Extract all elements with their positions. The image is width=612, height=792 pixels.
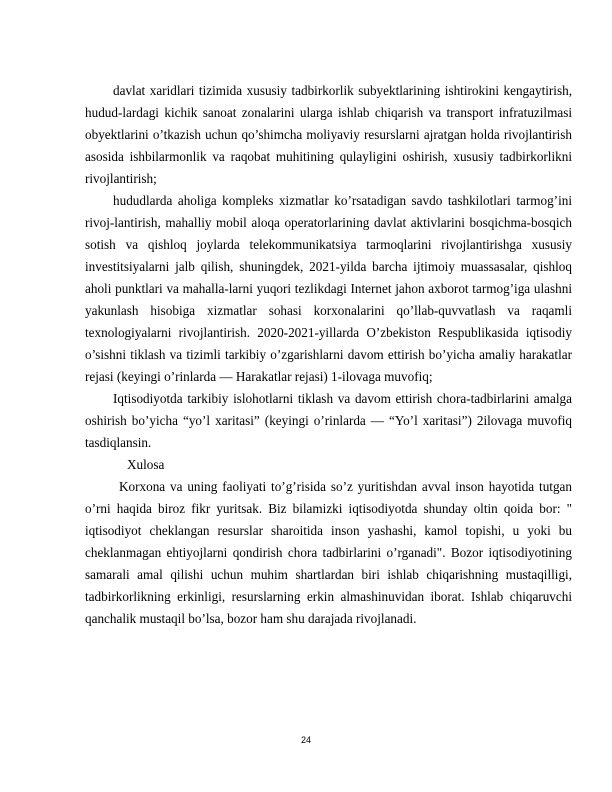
paragraph-regional-services: hududlarda aholiga kompleks xizmatlar ko’rsatadigan savdo tashkilotlari tarmog’ini rivoj-lantirish, mahalliy mobil aloqa operatorlarining davlat aktivlarini bosqichma-bosqich sotish va qishloq joylarda telekommunikatsiya tarmoqlarini rivojlantirishga xususiy investitsiyalarni jalb qilish, shuningdek, 2021-yilda barcha ijtimoiy muassasalar, qishloq aholi punktlari va mahalla-larni yuqori tezlikdagi Internet jahon axborot tarmog’iga ulashni yakunlash hisobiga xizmatlar sohasi korxonalarini qo’llab-quvvatlash va raqamli texnologiyalarni rivojlantirish. 2020-2021-yillarda O’zbekiston Respublikasida iqtisodiy o’sishni tiklash va tizimli tarkibiy o’zgarishlarni davom ettirish bo’yicha amaliy harakatlar rejasi (keyingi o’rinlarda — Harakatlar rejasi) 1-ilovaga muvofiq;: [85, 193, 572, 384]
paragraph-conclusion: Korxona va uning faoliyati to’g’risida so’z yuritishdan avval inson hayotida tutgan o’rni haqida biroz fikr yuritsak. Biz bilamizki iqtisodiyotda shunday oltin qoida bor: " iqtisodiyot cheklangan resurslar sharoitida inson yashashi, kamol topishi, u yoki bu cheklanmagan ehtiyojlarni qondirish chora tadbirlarini o’rganadi". Bozor iqtisodiyotining samarali amal qilishi uchun muhim shartlardan biri ishlab chiqarishning mustaqilligi, tadbirkorlikning erkinligi, resurslarning erkin almashinuvidan iborat. Ishlab chiqaruvchi qanchalik mustaqil bo’lsa, bozor ham shu darajada rivojlanadi.: [85, 479, 572, 626]
page-number: 24: [300, 735, 311, 745]
section-heading-conclusion: Xulosa: [127, 457, 165, 472]
paragraph-state-procurement: davlat xaridlari tizimida xususiy tadbirkorlik subyektlarining ishtirokini kengaytirish, hudud-lardagi kichik sanoat zonalarini ularga ishlab chiqarish va transport infratuzilmasi obyektlarini o’tkazish uchun qo’shimcha moliyaviy resurslarni ajratgan holda rivojlantirish asosida ishbilarmonlik va raqobat muhitining qulayligini oshirish, xususiy tadbirkorlikni rivojlantirish;: [85, 83, 572, 186]
paragraph-road-map: Iqtisodiyotda tarkibiy islohotlarni tiklash va davom ettirish chora-tadbirlarini amalga oshirish bo’yicha “yo’l xaritasi” (keyingi o’rinlarda — “Yo’l xaritasi”) 2ilovaga muvofiq tasdiqlansin.: [85, 391, 572, 450]
document-page: [85, 80, 572, 630]
